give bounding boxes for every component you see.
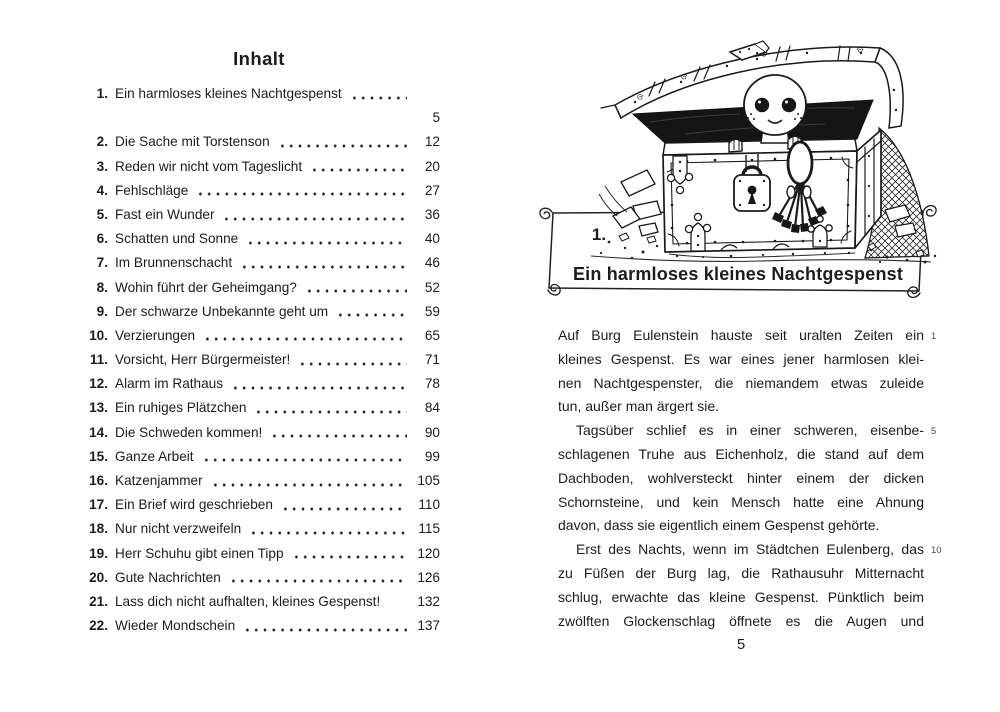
toc-entry-number: 19. [89, 545, 108, 561]
dot-leader [386, 590, 407, 614]
toc-entry-number: 3. [96, 158, 108, 174]
toc-entry [78, 493, 440, 517]
page-number: 5 [736, 636, 746, 653]
rubble-left [599, 170, 661, 259]
toc-entry-title: Fehlschläge [115, 182, 189, 198]
body-line: Schornsteine, und kein Mensch hatte eine Ahnung [558, 493, 924, 510]
toc-entry-number: 21. [89, 593, 108, 609]
margin-line-number: 1 [931, 331, 937, 342]
dot-leader [308, 155, 407, 179]
dot-leader [194, 179, 407, 203]
dot-leader [241, 614, 407, 638]
dot-leader [244, 227, 407, 251]
toc-entry [78, 590, 440, 614]
dot-leader [334, 300, 407, 324]
dot-leader [238, 251, 407, 275]
dot-leader [252, 396, 407, 420]
chest-ghost-illustration [535, 10, 945, 310]
toc-entry-page: 126 [417, 569, 440, 585]
chapter-number: 1. [591, 225, 607, 244]
toc-entry-page: 52 [424, 279, 440, 295]
toc-entry-title: Katzenjammer [115, 473, 203, 488]
toc-entry-page: 78 [424, 376, 440, 392]
toc-entry-page: 12 [424, 134, 440, 150]
toc-entry-title: Wieder Mondschein [115, 618, 236, 634]
toc-entry [78, 251, 440, 275]
toc-entry-page: 46 [424, 255, 440, 271]
toc-entry [78, 421, 440, 445]
body-line: nen Nachtgespenster, die niemandem etwas zuleide [558, 374, 924, 391]
toc-entry-title: Reden wir nicht vom Tageslicht [115, 158, 303, 174]
toc-entry-title: Fast ein Wunder [115, 206, 215, 222]
dot-leader [220, 203, 407, 227]
dot-leader [229, 372, 407, 396]
toc-entry-title: Die Sache mit Torstenson [115, 134, 270, 150]
body-line: Erst des Nachts, wenn im Städtchen Eulenberg, das 10 [558, 538, 924, 562]
toc-entry-page: 71 [424, 352, 440, 368]
dot-leader [201, 324, 407, 348]
toc-entry [78, 348, 440, 372]
body-line: zwölften Glockenschlag öffnete es die Augen und [558, 612, 924, 629]
toc-entry-number: 18. [89, 521, 108, 537]
toc-entry-number: 22. [89, 618, 108, 634]
toc-entry-title: Verzierungen [115, 327, 196, 343]
toc-entry [78, 300, 440, 324]
body-line: tun, außer man ärgert sie. [558, 398, 720, 415]
toc-entry-title: Lass dich nicht aufhalten, kleines Gespenst! [115, 593, 381, 609]
ghost-eye-left [755, 98, 769, 112]
dot-leader [303, 276, 407, 300]
toc-entry-title: Ganze Arbeit [115, 448, 194, 464]
body-line: schlug, erwachte das kleine Gespenst. Pünktlich beim [558, 588, 924, 605]
toc-entry-number: 16. [89, 473, 108, 488]
toc-entry-number: 6. [96, 231, 108, 247]
chapter-title: Ein harmloses kleines Nachtgespenst [572, 264, 904, 284]
toc-entry [78, 130, 440, 154]
toc-entry-title: Gute Nachrichten [115, 569, 221, 585]
toc-entry-number: 17. [89, 497, 108, 513]
toc-entry [78, 203, 440, 227]
margin-line-number: 10 [931, 545, 942, 557]
toc-entry-number: 5. [96, 206, 108, 222]
toc-list [78, 82, 440, 638]
toc-entry-number: 4. [96, 182, 108, 198]
toc-entry [78, 82, 440, 106]
toc-entry-page: 110 [418, 497, 440, 513]
toc-entry-title: Ein Brief wird geschrieben [115, 497, 273, 513]
ghost-hand-left [729, 139, 742, 152]
toc-entry-title: Vorsicht, Herr Bürgermeister! [115, 352, 291, 368]
toc-entry-page: 59 [424, 303, 440, 319]
toc-entry-page: 90 [424, 424, 440, 440]
toc-entry-number: 1. [96, 86, 108, 101]
body-line: zu Füßen der Burg lag, die Rathausuhr Mitternacht [558, 564, 924, 581]
toc-entry-title: Die Schweden kommen! [115, 424, 263, 440]
dot-leader [296, 348, 407, 372]
toc-entry-number: 10. [89, 327, 108, 343]
toc-entry-number: 2. [96, 134, 108, 150]
toc-entry [78, 396, 440, 420]
toc-entry [78, 227, 440, 251]
toc-entry-page: 84 [424, 400, 440, 416]
toc-entry [78, 614, 440, 638]
toc-entry [78, 517, 440, 541]
toc-entry-number: 7. [96, 255, 108, 271]
ghost-head [744, 75, 806, 135]
toc-entry-page: 99 [424, 448, 440, 464]
toc-entry-title: Ein harmloses kleines Nachtgespenst [115, 86, 342, 101]
toc-entry-number: 20. [89, 569, 108, 585]
body-line: Auf Burg Eulenstein hauste seit uralten Zeiten ein 1 [558, 324, 924, 348]
toc-entry-title: Wohin führt der Geheimgang? [115, 279, 297, 295]
toc-entry-page: 132 [417, 593, 440, 609]
dot-leader [276, 130, 407, 154]
toc-entry-number: 15. [89, 448, 108, 464]
dot-leader [227, 566, 407, 590]
dot-leader [200, 445, 407, 469]
toc-entry-continuation [78, 106, 440, 130]
dot-leader [290, 542, 407, 566]
toc-entry-page: 36 [424, 206, 440, 222]
dot-leader [279, 493, 407, 517]
toc-entry-page: 120 [417, 545, 440, 561]
toc-entry-page: 5 [432, 110, 440, 126]
margin-line-number: 5 [931, 426, 937, 438]
chapter-body-text [558, 324, 942, 633]
toc-entry-title: Herr Schuhu gibt einen Tipp [115, 545, 284, 561]
toc-entry-number: 13. [89, 400, 108, 416]
toc-entry [78, 566, 440, 590]
toc-entry-page: 65 [424, 327, 440, 343]
toc-entry-title: Schatten und Sonne [115, 231, 239, 247]
ghost-eye-right [782, 98, 796, 112]
dot-leader [268, 421, 407, 445]
toc-entry-title: Nur nicht verzweifeln [115, 521, 242, 537]
toc-entry [78, 155, 440, 179]
dot-leader [209, 469, 407, 493]
toc-entry-page: 20 [424, 158, 440, 174]
toc-entry-page: 40 [424, 231, 440, 247]
toc-entry-page: 137 [417, 618, 440, 634]
dot-leader [348, 82, 407, 106]
toc-entry-title: Ein ruhiges Plätzchen [115, 400, 247, 416]
toc-entry-page: 27 [424, 182, 440, 198]
toc-entry-number: 11. [89, 352, 108, 368]
toc-entry-page: 105 [417, 473, 440, 488]
toc-entry-title: Alarm im Rathaus [115, 376, 224, 392]
toc-entry-number: 8. [96, 279, 108, 295]
toc-entry [78, 324, 440, 348]
body-line: Tagsüber schlief es in einer schweren, eisenbe- 5 [558, 419, 924, 443]
body-line: schlagenen Truhe aus Eichenholz, die stand auf dem [558, 445, 924, 462]
toc-entry-title: Der schwarze Unbekannte geht um [115, 303, 329, 319]
toc-heading: Inhalt [233, 48, 285, 69]
toc-entry [78, 542, 440, 566]
body-line: davon, dass sie eigentlich einem Gespenst gehörte. [558, 517, 880, 534]
toc-entry [78, 372, 440, 396]
chapter-page [500, 0, 1000, 712]
toc-entry-number: 12. [89, 376, 108, 392]
toc-entry [78, 276, 440, 300]
toc-entry-title: Im Brunnenschacht [115, 255, 233, 271]
toc-entry-number: 9. [96, 303, 108, 319]
toc-entry [78, 179, 440, 203]
dot-leader [247, 517, 407, 541]
toc-entry [78, 469, 440, 493]
body-line: Dachboden, wohlversteckt hinter einem der dicken [558, 469, 924, 486]
toc-entry-page: 115 [418, 521, 440, 537]
toc-entry-number: 14. [89, 424, 108, 440]
toc-entry [78, 445, 440, 469]
body-line: kleines Gespenst. Es war eines jener harmlosen klei- [558, 350, 924, 367]
